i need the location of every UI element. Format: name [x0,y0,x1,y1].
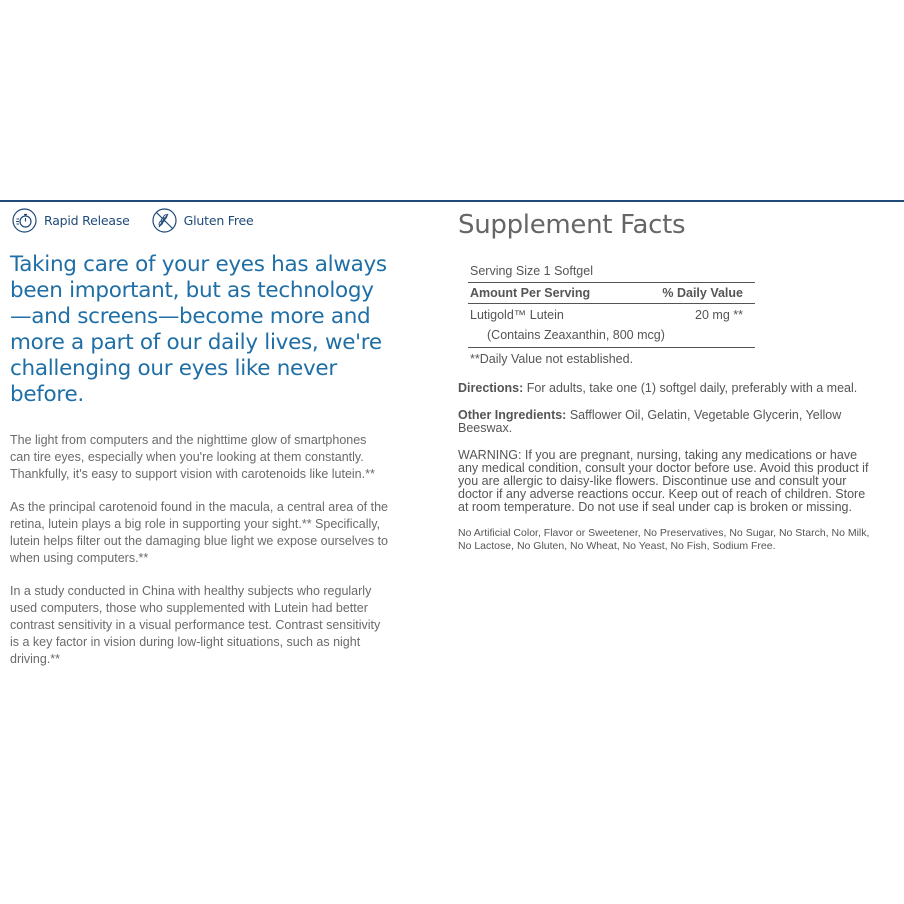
facts-row-zeaxanthin [468,322,755,348]
daily-value-note: **Daily Value not established. [470,352,634,366]
warning: WARNING: If you are pregnant, nursing, taking any medications or have any medical condition, consult your doctor before use. Avoid this product if you are allergic to daisy-like flowers. Discontinue use and consult your doctor if any adverse reactions occur. Keep out of reach of children. Store at room temperature. Do not use if seal under cap is broken or missing. [458,448,869,514]
headline: Taking care of your eyes has always been important, but as technology—and screens—become more and more a part of our daily lives, we're challenging our eyes like never before. [10,252,387,407]
daily-value-header: % Daily Value [662,286,743,300]
other-ingredients [458,409,878,435]
ingredient-sub: (Contains Zeaxanthin, 800 mcg) [487,328,665,342]
feature-badges [12,208,254,233]
facts-header-row [468,283,755,304]
directions-text: For adults, take one (1) softgel daily, preferably with a meal. [523,381,858,395]
facts-row-lutein [468,304,755,322]
supplement-facts-title: Supplement Facts [458,210,686,240]
paragraph-2: As the principal carotenoid found in the macula, a central area of the retina, lutein plays a big role in supporting your sight.** Specifically, lutein helps filter out the damaging blue light we expose ourselves to when using computers.** [10,500,389,565]
paragraph-3: In a study conducted in China with healthy subjects who regularly used computers, those who supplemented with Lutein had better contrast sensitivity in a visual performance test. Contrast sensitivity is a key factor in vision during low-light situations, such as night driving.** [10,584,381,666]
stopwatch-icon [12,208,37,233]
other-ingredients-label: Other Ingredients: [458,408,567,422]
supplement-facts-column [458,210,878,553]
ingredient-name: Lutigold™ Lutein [470,308,564,322]
ingredient-amount: 20 mg ** [695,308,743,322]
serving-size: Serving Size 1 Softgel [468,264,755,283]
description-column [10,252,390,684]
rapid-release-label: Rapid Release [44,213,130,228]
gluten-free-badge [152,208,254,233]
paragraph-1: The light from computers and the nighttime glow of smartphones can tire eyes, especially when you're looking at them constantly. Thankfully, it's easy to support vision with carotenoids like lutein.** [10,433,375,481]
directions [458,382,878,395]
free-of-statement: No Artificial Color, Flavor or Sweetener, No Preservatives, No Sugar, No Starch, No Milk, No Lactose, No Gluten, No Wheat, No Yeast, No Fish, Sodium Free. [458,527,870,552]
amount-per-serving-header: Amount Per Serving [470,286,591,300]
rapid-release-badge [12,208,130,233]
directions-label: Directions: [458,381,524,395]
gluten-free-label: Gluten Free [183,213,254,228]
other-ingredients-text: Safflower Oil, Gelatin, Vegetable Glycerin, Yellow Beeswax. [458,408,842,435]
top-divider [0,200,904,202]
no-wheat-icon [152,208,177,233]
supplement-facts-table [468,264,755,366]
